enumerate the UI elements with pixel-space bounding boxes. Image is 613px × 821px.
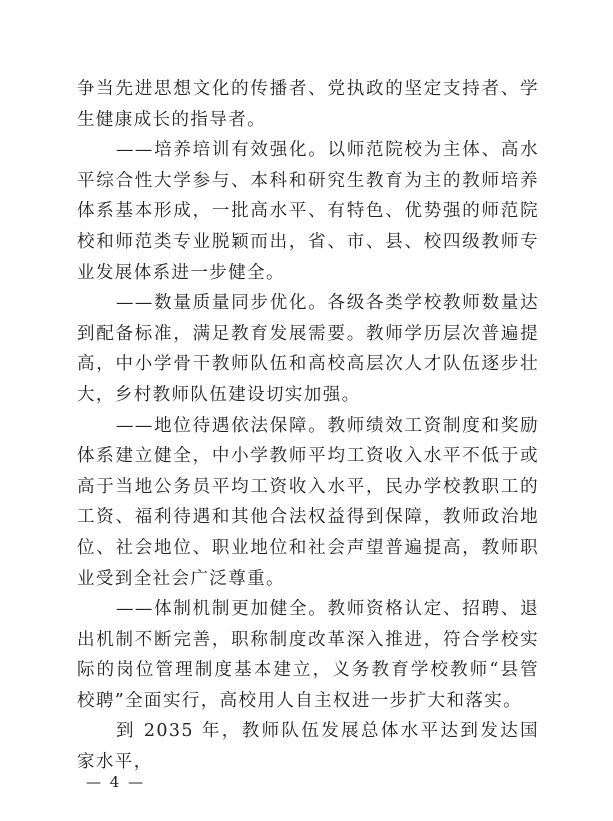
paragraph-quantity-quality: ——数量质量同步优化。各级各类学校教师数量达到配备标准，满足教育发展需要。教师学历层次普遍提高，中小学骨干教师队伍和高校高层次人才队伍逐步壮大，乡村教师队伍建设切实加强。 [77, 293, 539, 405]
paragraph-2035-goal: 到 2035 年，教师队伍发展总体水平达到发达国家水平， [77, 721, 539, 773]
paragraph-status-pay: ——地位待遇依法保障。教师绩效工资制度和奖励体系建立健全，中小学教师平均工资收入水平不低于或高于当地公务员平均工资收入水平，民办学校教职工的工资、福利待遇和其他合法权益得到保障，教师政治地位、社会地位、职业地位和社会声望普遍提高，教师职业受到全社会广泛尊重。 [77, 415, 539, 589]
paragraph-training: ——培养培训有效强化。以师范院校为主体、高水平综合性大学参与、本科和研究生教育为主的教师培养体系基本形成，一批高水平、有特色、优势强的师范院校和师范类专业脱颖而出，省、市、县、校四级教师专业发展体系进一步健全。 [77, 140, 539, 283]
page-number: — 4 — [86, 773, 146, 791]
paragraph-continuation: 争当先进思想文化的传播者、党执政的坚定支持者、学生健康成长的指导者。 [77, 79, 539, 130]
paragraph-institutions: ——体制机制更加健全。教师资格认定、招聘、退出机制不断完善，职称制度改革深入推进，符合学校实际的岗位管理制度基本建立，义务教育学校教师“县管校聘”全面实行，高校用人自主权进一步扩大和落实。 [77, 599, 539, 711]
body-text [77, 74, 539, 778]
